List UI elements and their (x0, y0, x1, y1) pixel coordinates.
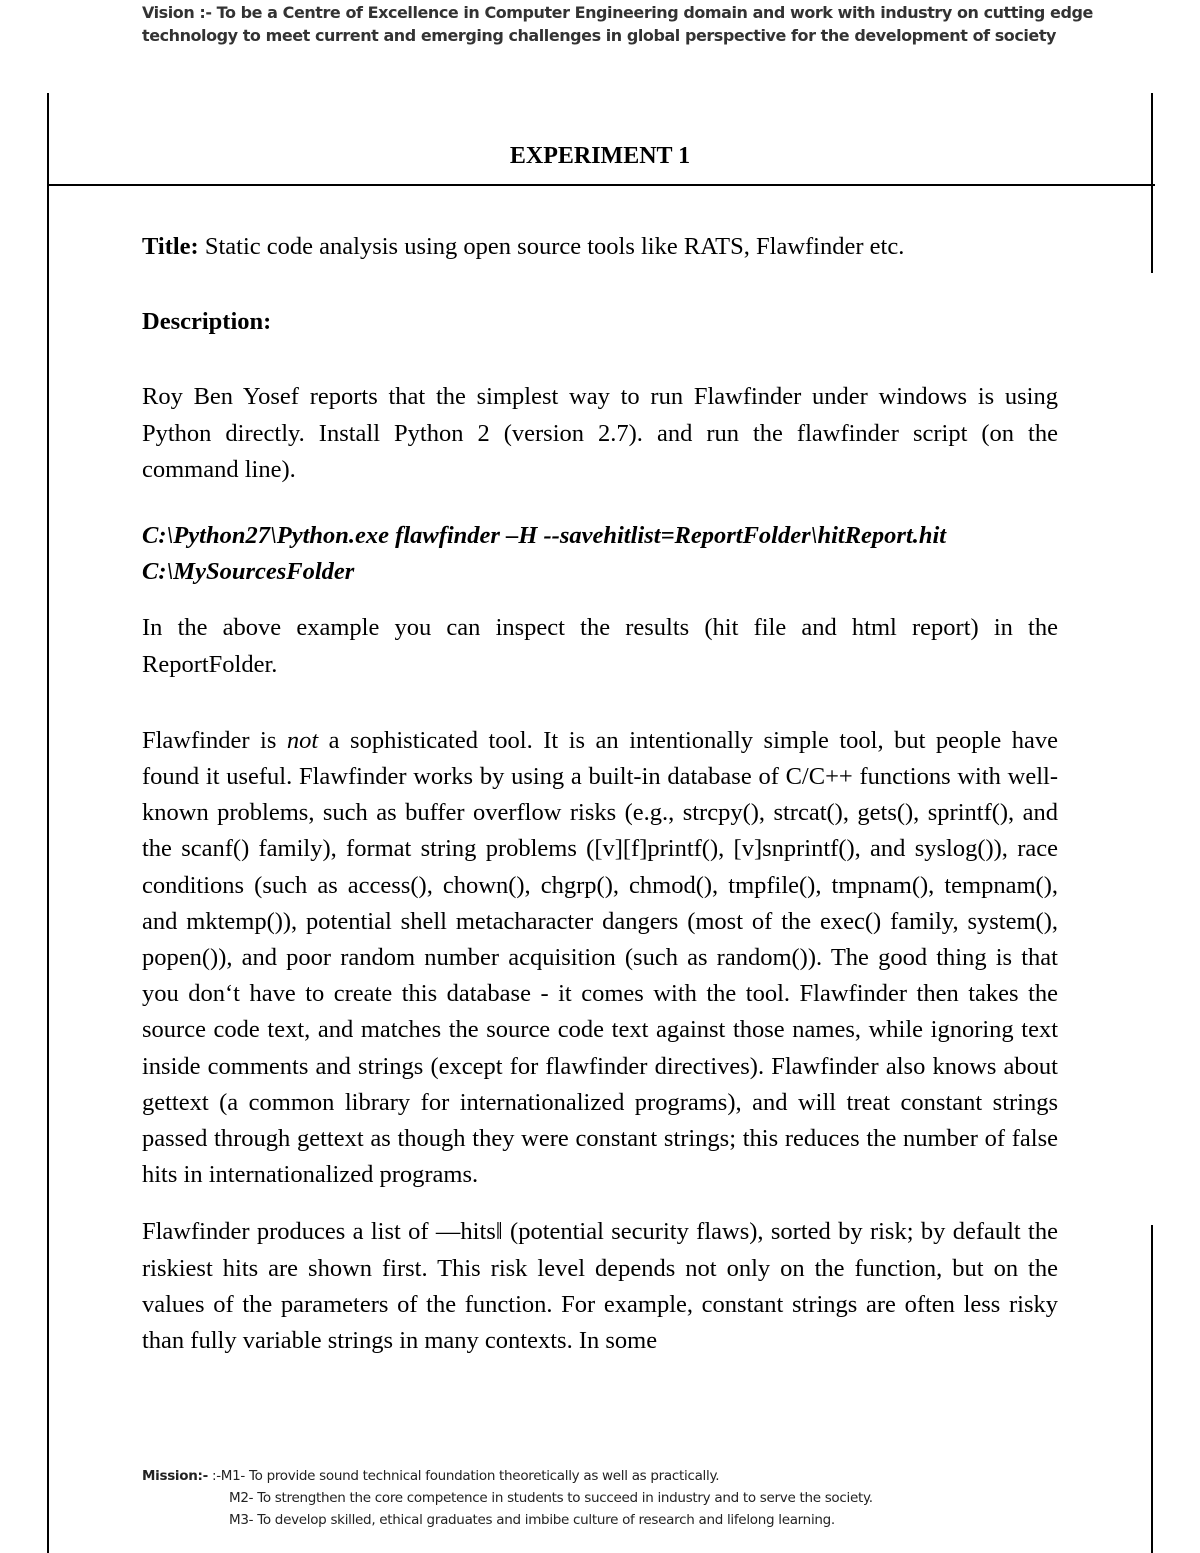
page-border-left (47, 93, 49, 1553)
mission-m2: M2- To strengthen the core competence in students to succeed in industry and to serve the society. (229, 1490, 873, 1506)
vision-statement (142, 1, 1142, 47)
experiment-body (142, 229, 1058, 1359)
vision-line-1: Vision :- To be a Centre of Excellence in Computer Engineering domain and work with industry on cutting edge (142, 3, 1093, 22)
mission-label: Mission:- (142, 1468, 208, 1484)
experiment-heading: EXPERIMENT 1 (509, 143, 691, 169)
page-border-right-top (1151, 93, 1153, 273)
paragraph-tool-overview (142, 723, 1058, 1194)
title-text: Static code analysis using open source tools like RATS, Flawfinder etc. (198, 233, 905, 260)
title-label: Title: (142, 233, 199, 260)
command-line-2: C:\MySourcesFolder (142, 558, 355, 586)
paragraph-results: In the above example you can inspect the results (hit file and html report) in the ReportFolder. (142, 614, 1058, 678)
vision-line-2: technology to meet current and emerging challenges in global perspective for the development of society (142, 26, 1057, 45)
mission-line-1 (142, 1465, 1142, 1487)
paragraph-intro: Roy Ben Yosef reports that the simplest way to run Flawfinder under windows is using Python directly. Install Python 2 (version 2.7). and run the flawfinder script (on the command line). (142, 383, 1058, 483)
mission-m1: :-M1- To provide sound technical foundation theoretically as well as practically. (207, 1468, 720, 1484)
paragraph-hits: Flawfinder produces a list of ―hits‖ (potential security flaws), sorted by risk; by default the riskiest hits are shown first. This risk level depends not only on the function, but on the values of the parameters of the function. For example, constant strings are often less risky than fully variable strings in many contexts. In some (142, 1218, 1058, 1355)
heading-rule (47, 184, 1155, 186)
description-heading: Description: (142, 308, 272, 336)
title-line (142, 229, 1058, 265)
mission-statement (142, 1465, 1142, 1531)
para3-emphasis: not (286, 726, 319, 754)
para3-start: Flawfinder is (142, 726, 287, 754)
mission-m3: M3- To develop skilled, ethical graduates and imbibe culture of research and lifelong learning. (229, 1512, 835, 1528)
command-line-1: C:\Python27\Python.exe flawfinder –H --savehitlist=ReportFolder\hitReport.hit (142, 522, 947, 550)
command-example (142, 518, 1058, 590)
page-border-right-bottom (1151, 1225, 1153, 1553)
para3-rest: a sophisticated tool. It is an intentionally simple tool, but people have found it useful. Flawfinder works by using a built-in database of C/C++ functions with well-known problems, such as buffer overflow risks (e.g., strcpy(), strcat(), gets(), sprintf(), and the scanf() family), format string problems ([v][f]printf(), [v]snprintf(), and syslog()), race conditions (such as access(), chown(), chgrp(), chmod(), tmpfile(), tmpnam(), tempnam(), and mktemp()), potential shell metacharacter dangers (most of the exec() family, system(), popen()), and poor random number acquisition (such as random()). The good thing is that you don‘t have to create this database - it comes with the tool. Flawfinder then takes the source code text, and matches the source code text against those names, while ignoring text inside comments and strings (except for flawfinder directives). Flawfinder also knows about gettext (a common library for internationalized programs), and will treat constant strings passed through gettext as though they were constant strings; this reduces the number of false hits in internationalized programs. (142, 726, 1058, 1189)
